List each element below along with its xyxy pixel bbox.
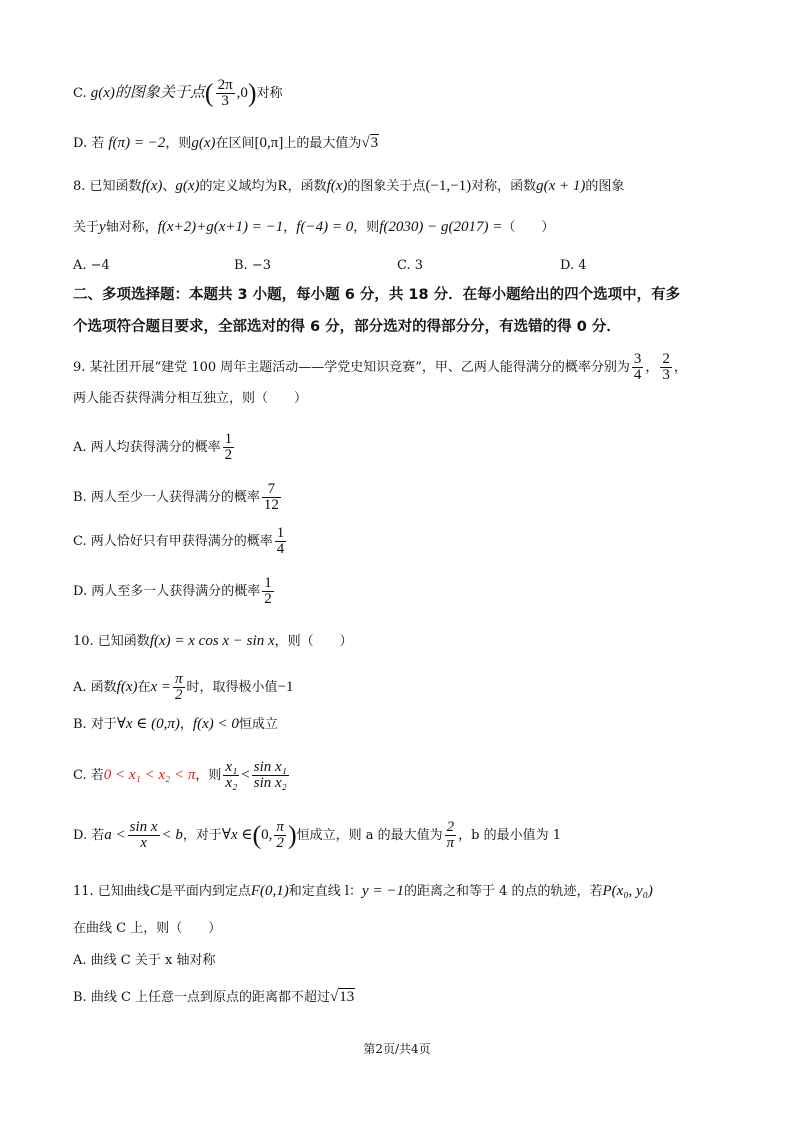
q11-option-b: B. 曲线 C 上任意一点到原点的距离都不超过√13 (73, 989, 355, 1005)
q8-option-a: A. −4 (73, 258, 110, 273)
section2-heading-line1: 二、多项选择题：本题共 3 小题，每小题 6 分，共 18 分．在每小题给出的四个选项中，有多 (73, 287, 681, 303)
q7-option-c: C. g(x)的图象关于点( $\frac{2\pi}{3}$ ,0)对称 (73, 77, 283, 109)
q11-stem-line2: 在曲线 C 上，则（ ） (73, 921, 222, 936)
q7-option-d: D. 若 f(π) = −2，则g(x)在区间[0,π]上的最大值为√3 (73, 135, 379, 151)
q10-option-d: D. 若a < $\frac{\text{sin x}}{x}$ < b，对于∀x ∈(0, $\frac{\pi}{2}$ )恒成立，则 a 的最大值为 $\frac{2}{\pi}$ ，b 的最小值为 1 (73, 819, 561, 851)
q11-stem-line1: 11. 已知曲线C是平面内到定点F(0,1)和定直线 l：y = −1的距离之和等于 4 的点的轨迹，若P(x₀, y₀) (73, 883, 653, 899)
q8-option-d: D. 4 (560, 258, 587, 273)
q9-option-c: C. 两人恰好只有甲获得满分的概率 $\frac{1}{4}$ (73, 525, 285, 557)
q10-option-a: A. 函数f(x)在x = $\frac{\pi}{2}$ 时，取得极小值−1 (73, 671, 294, 703)
q8-stem-line2: 关于y轴对称，f(x+2)+g(x+1) = −1，f(−4) = 0，则f(2030) − g(2017) =（ ） (73, 219, 555, 235)
q9-stem-line1: 9. 某社团开展“建党 100 周年主题活动——学党史知识竞赛”，甲、乙两人能得满分的概率分别为 $\frac{3}{4}$ ， $\frac{2}{3}$ ， (73, 351, 687, 383)
q10-option-c: C. 若0 < x₁ < x₂ < π，则 $\frac{\text{x₁}}{\text{x₂}}$ < $\frac{\text{sin x₁}}{\text{sin x₂}}$ (73, 759, 287, 791)
q9-option-b: B. 两人至少一人获得满分的概率 $\frac{7}{12}$ (73, 481, 279, 513)
q10-option-b: B. 对于∀x ∈ (0,π)，f(x) < 0恒成立 (73, 716, 278, 732)
section2-heading-line2: 个选项符合题目要求，全部选对的得 6 分，部分选对的得部分分，有选错的得 0 分． (73, 319, 621, 335)
q9-option-a: A. 两人均获得满分的概率 $\frac{1}{2}$ (73, 431, 233, 463)
q10-stem: 10. 已知函数f(x) = x cos x − sin x，则（ ） (73, 633, 353, 649)
q8-option-b: B. −3 (234, 258, 271, 273)
q9-option-d: D. 两人至多一人获得满分的概率 $\frac{1}{2}$ (73, 575, 272, 607)
q8-stem-line1: 8. 已知函数f(x)、g(x)的定义域均为R，函数f(x)的图象关于点(−1,−1)对称，函数g(x + 1)的图象 (73, 178, 625, 194)
page-footer: 第2页/共4页 (363, 1042, 431, 1056)
q11-option-a: A. 曲线 C 关于 x 轴对称 (73, 953, 216, 968)
q9-stem-line2: 两人能否获得满分相互独立，则（ ） (73, 391, 308, 406)
q8-option-c: C. 3 (397, 258, 424, 273)
